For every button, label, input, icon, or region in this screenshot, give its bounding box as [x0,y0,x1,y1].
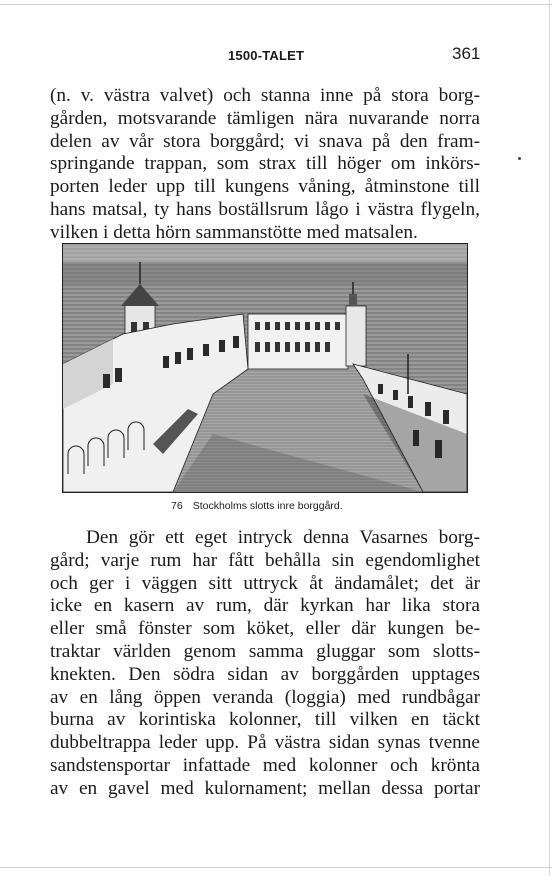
text-line: gården, motsvarande tämligen nära nuvarande norra [50,107,480,129]
text-line: delen av vår stora borggård; vi snava på den fram- [50,130,480,152]
text-line: burna av korintiska kolonner, till vilken en täckt [50,709,480,731]
text-line: och ger i väggen sitt uttryck åt ändamålet; det är [50,572,480,594]
page-number: 361 [452,44,481,63]
text-line: av en lång öppen veranda (loggia) med rundbågar [50,686,480,708]
text-line: traktar världen genom samma gluggar som slotts- [50,640,480,662]
text-line: icke en kasern av rum, där kyrkan har lika stora [50,595,480,617]
text-line: springande trappan, som strax till höger om inkörs- [50,153,480,175]
text-line: (n. v. västra valvet) och stanna inne på stora borg- [50,85,480,106]
page-edge-bottom [0,867,552,868]
text-line: Den gör ett eget intryck denna Vasarnes borg- [86,527,480,548]
text-line: porten leder upp till kungens våning, åtminstone till [50,176,480,198]
figure-number: 76 [171,500,183,512]
text-line: av en gavel med kulornament; mellan dessa portar [50,777,480,799]
figure-caption [171,500,343,512]
text-line: sandstensportar infattade med kolonner och krönta [50,754,480,776]
text-line: hans matsal, ty hans boställsrum lågo i västra flygeln, [50,198,480,220]
engraving-courtyard-illustration [62,243,468,493]
text-line: knekten. Den södra sidan av borggården upptages [50,663,480,685]
text-line: vilken i detta hörn sammanstötte med matsalen. [50,221,418,243]
text-line: gård; varje rum har fått behålla sin egendomlighet [50,549,480,571]
page-edge-top [0,4,552,5]
margin-speck [518,157,521,160]
paragraph-2 [50,527,480,801]
text-line: dubbeltrappa leder upp. På västra sidan synas tvenne [50,732,480,754]
paragraph-1 [50,85,480,245]
figure-caption-text: Stockholms slotts inre borggård. [192,500,343,512]
page-edge-right [549,0,550,876]
running-head: 1500-TALET [228,48,305,63]
text-line: eller små fönster som köket, eller där kungen be- [50,618,480,640]
